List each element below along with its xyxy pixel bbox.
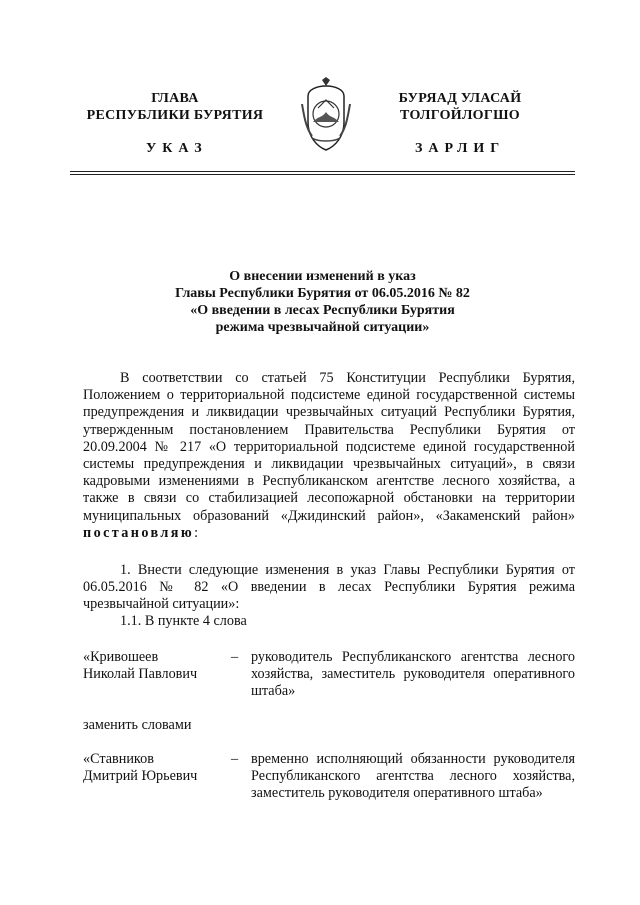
title-line1: О внесении изменений в указ <box>229 269 416 284</box>
preamble-paragraph <box>83 370 575 542</box>
old-person-surname: «Кривошеев <box>83 649 159 665</box>
title-line4: режима чрезвычайной ситуации» <box>215 320 430 335</box>
header-left <box>80 90 270 124</box>
new-person-dash: – <box>231 751 239 767</box>
new-person-role: временно исполняющий обязанности руководителя Республиканского агентства лесного хозяйства, заместитель руководителя оперативного штаба» <box>251 751 575 802</box>
resolve-colon: : <box>194 524 199 541</box>
header-right <box>385 90 535 124</box>
resolve-word: постановляю <box>83 524 195 541</box>
new-person-given-names: Дмитрий Юрьевич <box>83 768 198 785</box>
title-line3: «О введении в лесах Республики Бурятия <box>190 303 455 318</box>
old-person-role: руководитель Республиканского агентства лесного хозяйства, заместитель руководителя оперативного штаба» <box>251 649 575 700</box>
new-person-surname: «Ставников <box>83 751 154 767</box>
new-person-entry <box>83 751 575 821</box>
header-left-line1: ГЛАВА <box>151 91 199 106</box>
title-line2: Главы Республики Бурятия от 06.05.2016 № 82 <box>175 286 470 301</box>
old-person-name <box>83 649 223 683</box>
decree-label-bua: ЗАРЛИГ <box>415 141 506 156</box>
coat-of-arms-icon <box>298 76 354 152</box>
preamble-text: В соответствии со статьей 75 Конституции Республики Бурятия, Положением о территориальной подсистеме единой государственной системы предупреждения и ликвидации чрезвычайных ситуаций Республики Бурятия, утвержденным постановлением Правительства Республики Бурятия от 20.09.2004 № 217 «О территориальной подсистеме единой государственной системы предупреждения и ликвидации чрезвычайных ситуаций», в связи кадровыми изменениями в Республиканском агентстве лесного хозяйства, а также в связи со стабилизацией лесопожарной обстановки на территории муниципальных образований «Джидинский район», «Закаменский район» <box>83 370 575 524</box>
item-1: 1. Внести следующие изменения в указ Главы Республики Бурятия от 06.05.2016 № 82 «О введении в лесах Республики Бурятия режима чрезвычайной ситуации»: <box>83 562 575 613</box>
old-person-entry <box>83 649 575 701</box>
header-rule-bottom <box>70 174 575 175</box>
old-person-dash: – <box>231 649 239 665</box>
header-right-line1: БУРЯАД УЛАСАЙ <box>398 91 522 106</box>
decree-label-ru: УКАЗ <box>146 141 208 156</box>
header-rule-top <box>70 171 575 172</box>
item-1-1: 1.1. В пункте 4 слова <box>120 613 247 629</box>
old-person-given-names: Николай Павлович <box>83 666 198 683</box>
header-left-line2: РЕСПУБЛИКИ БУРЯТИЯ <box>86 108 264 123</box>
decree-title <box>100 268 545 336</box>
header-right-line2: ТОЛГОЙЛОГШО <box>400 108 520 123</box>
replace-text: заменить словами <box>83 717 192 733</box>
new-person-name <box>83 751 223 785</box>
